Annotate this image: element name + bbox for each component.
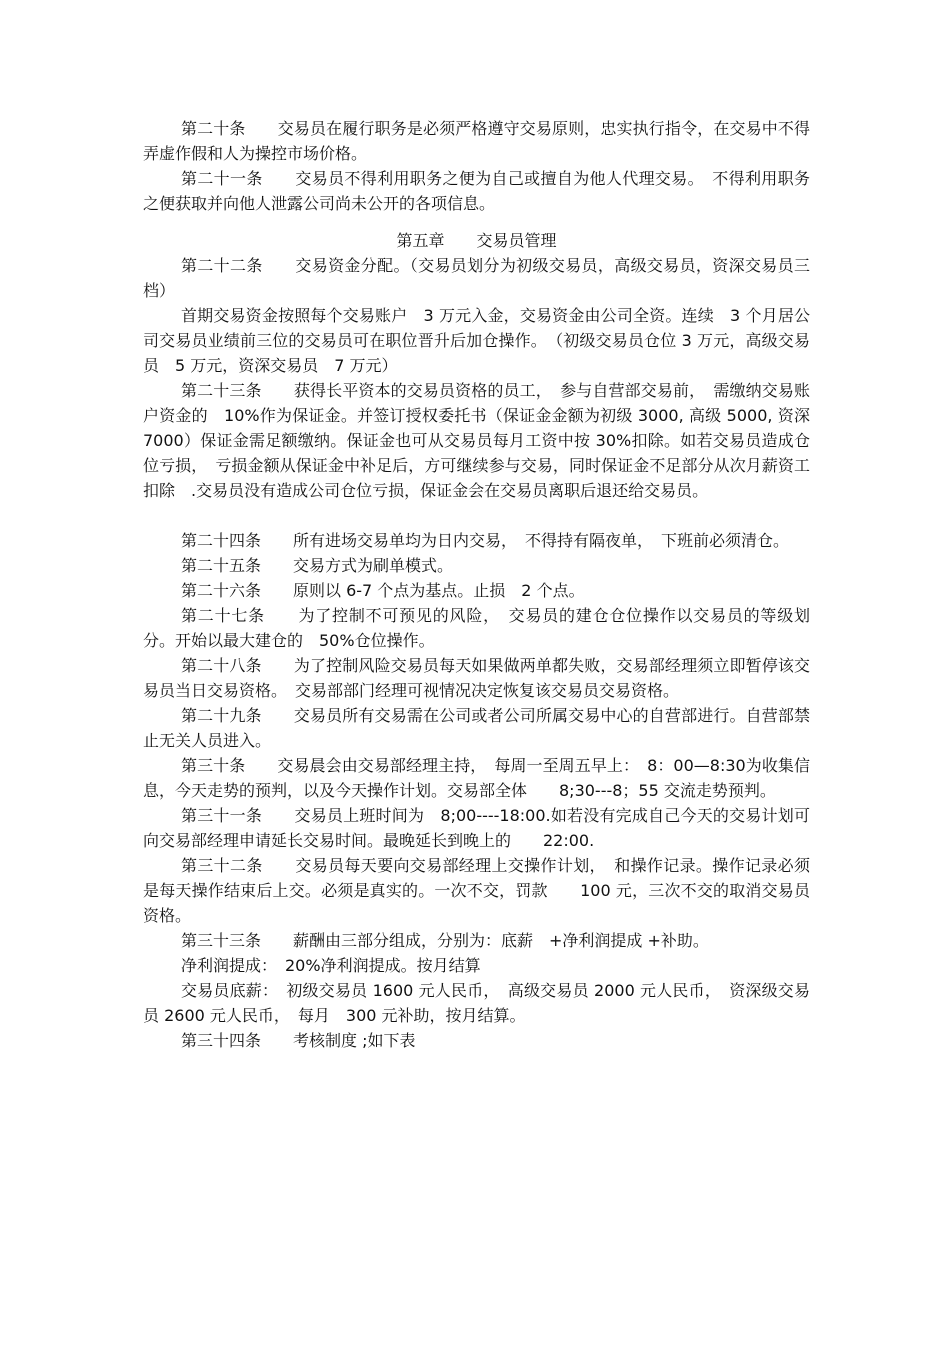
article-20: 第二十条 交易员在履行职务是必须严格遵守交易原则，忠实执行指令，在交易中不得弄虚作假和人为操控市场价格。 xyxy=(143,119,810,163)
article-33: 第三十三条 薪酬由三部分组成，分别为：底薪 +净利润提成 +补助。 xyxy=(181,931,709,950)
net-profit-commission: 净利润提成： 20%净利润提成。按月结算 xyxy=(181,956,481,975)
article-29: 第二十九条 交易员所有交易需在公司或者公司所属交易中心的自营部进行。自营部禁止无关人员进入。 xyxy=(143,706,810,750)
base-salary: 交易员底薪： 初级交易员 1600 元人民币， 高级交易员 2000 元人民币， 资深级交易员 2600 元人民币， 每月 300 元补助，按月结算。 xyxy=(143,981,810,1025)
article-22: 第二十二条 交易资金分配。（交易员划分为初级交易员，高级交易员，资深交易员三档） xyxy=(143,256,810,300)
spacer xyxy=(143,216,810,228)
article-27: 第二十七条 为了控制不可预见的风险， 交易员的建仓仓位操作以交易员的等级划分。开始以最大建仓的 50%仓位操作。 xyxy=(143,606,810,650)
document-body xyxy=(143,116,810,1053)
article-28: 第二十八条 为了控制风险交易员每天如果做两单都失败，交易部经理须立即暂停该交易员当日交易资格。 交易部部门经理可视情况决定恢复该交易员交易资格。 xyxy=(143,656,810,700)
article-22-detail: 首期交易资金按照每个交易账户 3 万元入金，交易资金由公司全资。连续 3 个月居公司交易员业绩前三位的交易员可在职位晋升后加仓操作。 （初级交易员仓位 3 万元，高级交易员 5 万元，资深交易员 7 万元） xyxy=(143,306,810,375)
article-23: 第二十三条 获得长平资本的交易员资格的员工， 参与自营部交易前， 需缴纳交易账户资金的 10%作为保证金。并签订授权委托书（保证金金额为初级 3000, 高级 5000, 资深 7000）保证金需足额缴纳。保证金也可从交易员每月工资中按 30%扣除。如若交易员造成仓位亏损， 亏损金额从保证金中补足后，方可继续参与交易，同时保证金不足部分从次月薪资工扣除 .交易员没有造成公司仓位亏损，保证金会在交易员离职后退还给交易员。 xyxy=(143,381,810,500)
article-31: 第三十一条 交易员上班时间为 8;00----18:00.如若没有完成自己今天的交易计划可向交易部经理申请延长交易时间。最晚延长到晚上的 22:00. xyxy=(143,806,810,850)
article-25: 第二十五条 交易方式为刷单模式。 xyxy=(181,556,454,575)
spacer xyxy=(143,503,810,528)
article-34: 第三十四条 考核制度 ;如下表 xyxy=(181,1031,416,1050)
article-21: 第二十一条 交易员不得利用职务之便为自己或擅自为他人代理交易。 不得利用职务之便获取并向他人泄露公司尚未公开的各项信息。 xyxy=(143,169,810,213)
article-30: 第三十条 交易晨会由交易部经理主持， 每周一至周五早上： 8：00—8:30为收集信息，今天走势的预判，以及今天操作计划。交易部全体 8;30---8；55 交流走势预判。 xyxy=(143,756,810,800)
article-32: 第三十二条 交易员每天要向交易部经理上交操作计划， 和操作记录。操作记录必须是每天操作结束后上交。必须是真实的。一次不交，罚款 100 元，三次不交的取消交易员资格。 xyxy=(143,856,810,925)
article-24: 第二十四条 所有进场交易单均为日内交易， 不得持有隔夜单， 下班前必须清仓。 xyxy=(181,531,790,550)
article-26: 第二十六条 原则以 6-7 个点为基点。止损 2 个点。 xyxy=(181,581,585,600)
chapter-heading: 第五章 交易员管理 xyxy=(396,231,557,250)
